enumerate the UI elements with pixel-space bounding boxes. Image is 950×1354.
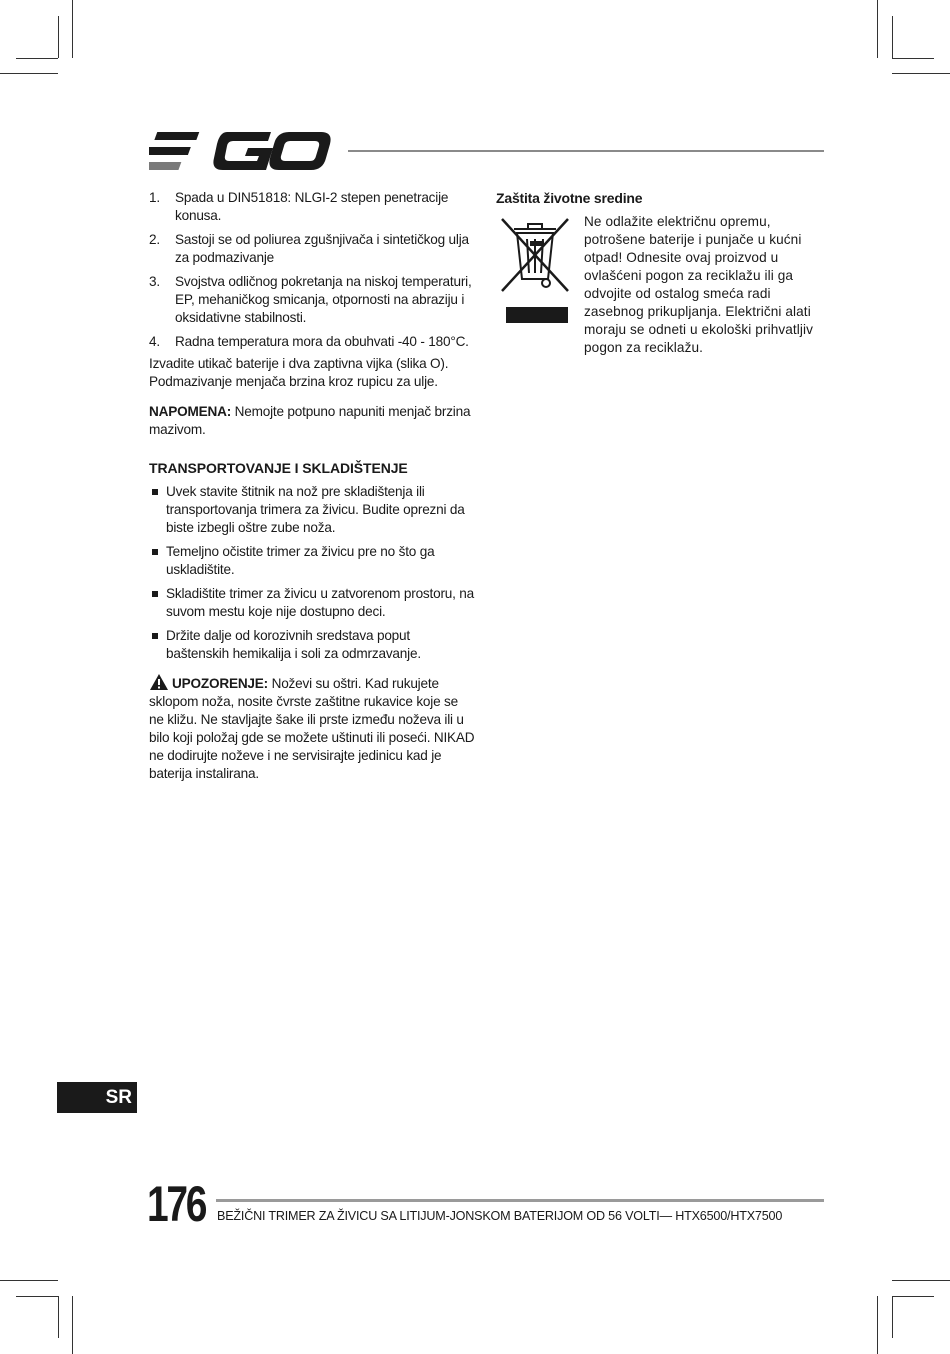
crop-mark (892, 1296, 934, 1297)
page-number: 176 (147, 1176, 206, 1232)
crop-mark (892, 16, 893, 58)
crop-mark (892, 1296, 893, 1338)
list-item: 2. Sastoji se od poliurea zgušnjivača i sintetičkog ulja za podmazivanje (149, 232, 469, 265)
environment-heading: Zaštita životne sredine (496, 190, 643, 206)
list-item: Uvek stavite štitnik na nož pre skladištenja ili transportovanja trimera za živicu. Budite oprezni da biste izbegli oštre zube noža. (149, 483, 475, 537)
crossed-out-bin-icon (496, 213, 574, 325)
crop-mark (16, 1296, 58, 1297)
crop-mark (877, 0, 878, 58)
storage-bullet-list (149, 483, 475, 663)
list-item: 1. Spada u DIN51818: NLGI-2 stepen penetracije konusa. (149, 190, 449, 223)
crop-mark (16, 58, 58, 59)
environment-text: Ne odlažite električnu opremu, potrošene baterije i punjače u kućni otpad! Odnesite ovaj proizvod u ovlašćeni pogon za reciklažu ili ga odvojite od ostalog smeća radi zasebnog prikupljanja. Električni alati moraju se odneti u ekološki prihvatljiv pogon za reciklažu. (584, 214, 814, 355)
note-text: Nemojte potpuno napuniti menjač brzina mazivom. (149, 404, 471, 437)
bullet-square-icon (152, 591, 158, 597)
lubrication-paragraph: Izvadite utikač baterije i dva zaptivna vijka (slika O). Podmazivanje menjača brzina kroz rupicu za ulje. (149, 356, 449, 389)
crop-mark (877, 1296, 878, 1354)
warning-triangle-icon (149, 673, 169, 691)
transport-heading: TRANSPORTOVANJE I SKLADIŠTENJE (149, 460, 408, 476)
header-rule (348, 150, 824, 152)
crop-mark (0, 73, 58, 74)
left-column (149, 189, 475, 791)
language-tab: SR (57, 1082, 137, 1113)
crop-mark (72, 0, 73, 58)
list-item: Držite dalje od korozivnih sredstava poput baštenskih hemikalija i soli za odmrzavanje. (149, 627, 475, 663)
list-item: Skladištite trimer za živicu u zatvorenom prostoru, na suvom mestu koje nije dostupno deci. (149, 585, 475, 621)
warning-paragraph (149, 673, 475, 783)
crop-mark (72, 1296, 73, 1354)
bullet-square-icon (152, 489, 158, 495)
crop-mark (58, 16, 59, 58)
crop-mark (892, 1280, 950, 1281)
list-item: Temeljno očistite trimer za živicu pre no što ga uskladištite. (149, 543, 475, 579)
warning-text: Noževi su oštri. Kad rukujete sklopom noža, nosite čvrste zaštitne rukavice koje se ne kližu. Ne stavljajte šake ili prste između noževa ili u bilo koji položaj gde se možete uštinuti ili poseći. NIKAD ne dodirujte noževe i ne servisirajte jedinicu kad je baterija instalirana. (149, 676, 475, 781)
environment-section (496, 213, 826, 357)
bullet-square-icon (152, 549, 158, 555)
crop-mark (0, 1280, 58, 1281)
note-paragraph (149, 403, 475, 439)
ego-logo (149, 130, 331, 172)
footer-rule (216, 1199, 824, 1202)
bullet-square-icon (152, 633, 158, 639)
crop-mark (892, 58, 934, 59)
footer-title: BEŽIČNI TRIMER ZA ŽIVICU SA LITIJUM-JONSKOM BATERIJOM OD 56 VOLTI— HTX6500/HTX7500 (217, 1209, 783, 1223)
note-label: NAPOMENA: (149, 404, 232, 419)
crop-mark (892, 73, 950, 74)
right-column (496, 189, 826, 357)
warning-label: UPOZORENJE: (172, 676, 268, 691)
list-item: 3. Svojstva odličnog pokretanja na niskoj temperaturi, EP, mehaničkog smicanja, otpornosti na abraziju i oksidativne stabilnosti. (149, 274, 472, 325)
grease-spec-list (149, 189, 475, 351)
crop-mark (58, 1296, 59, 1338)
list-item: 4. Radna temperatura mora da obuhvati -40 - 180°C. (149, 334, 469, 349)
